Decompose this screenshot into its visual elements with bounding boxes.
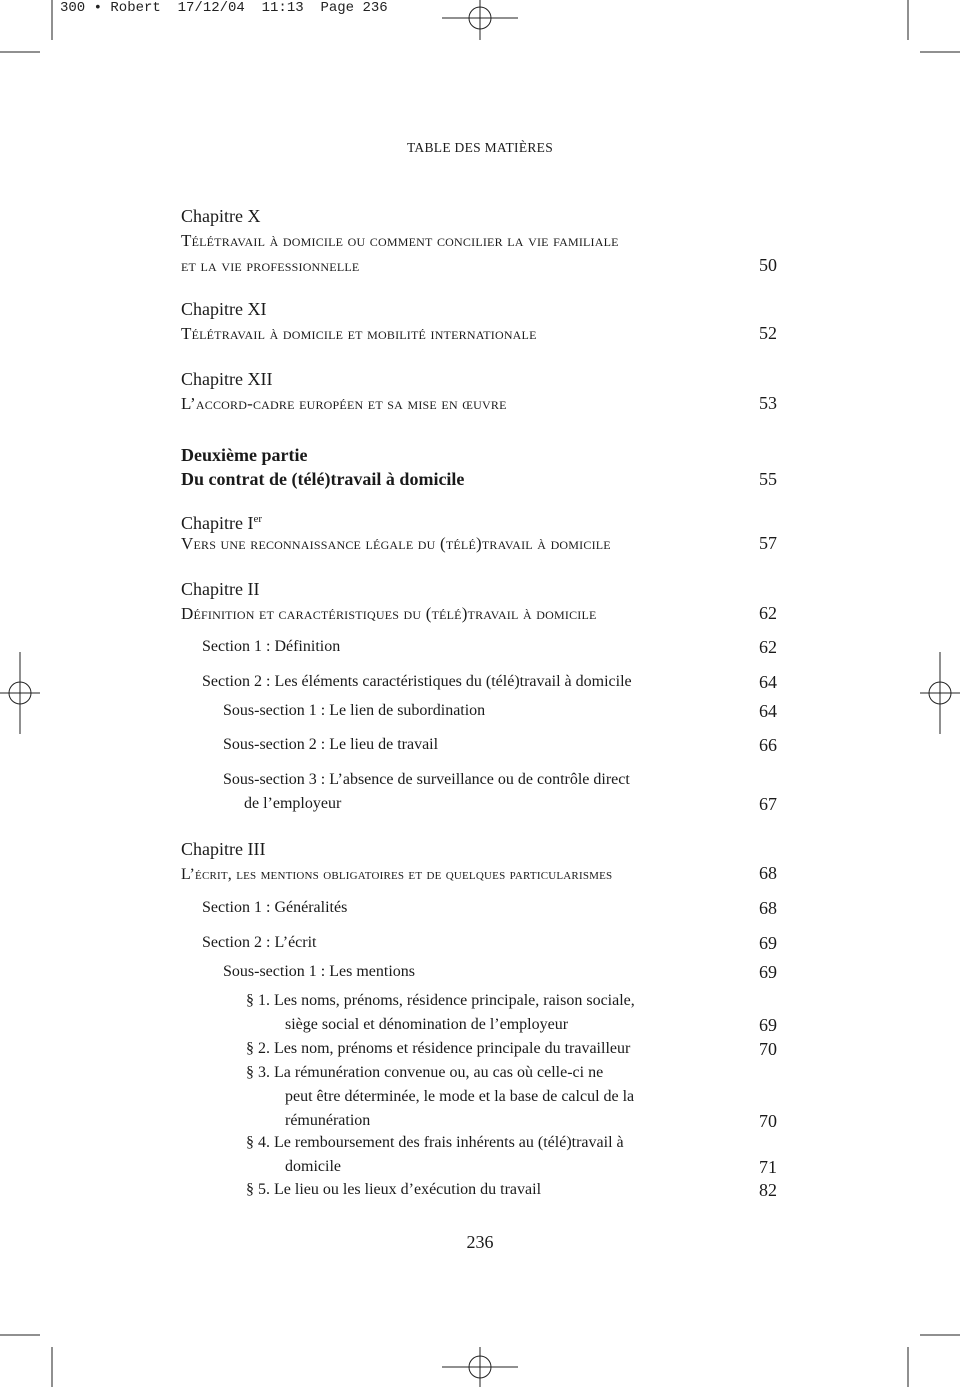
ch3-paragraph-5-text1: § 5. Le lieu ou les lieux d’exécution du travail — [246, 1181, 542, 1198]
ch2-subsection-3-line1 — [223, 768, 777, 792]
ch2-section-2-row — [202, 670, 777, 694]
ch3-paragraph-3-text2: peut être déterminée, le mode et la base de calcul de la — [285, 1088, 635, 1105]
ch3-paragraph-2 — [246, 1037, 777, 1061]
ch3-paragraph-4 — [246, 1131, 777, 1179]
chapter-i-title-row — [181, 531, 777, 556]
ch3-paragraph-5-page: 82 — [759, 1180, 777, 1200]
chapter-x-title-text2: et la vie professionnelle — [181, 256, 360, 275]
chapter-i-label-sup: er — [253, 513, 263, 525]
chapter-x-title-line2 — [181, 253, 777, 278]
ch3-paragraph-3-text1: § 3. La rémunération convenue ou, au cas où celle-ci ne — [246, 1064, 604, 1081]
ch2-section-1-row — [202, 635, 777, 659]
chapter-ii-page: 62 — [759, 603, 777, 623]
ch2-section-1-text: Section 1 : Définition — [202, 638, 341, 655]
chapter-ii-title-row — [181, 601, 777, 626]
ch3-paragraph-1-line2 — [246, 1013, 777, 1037]
chapter-iii-page: 68 — [759, 863, 777, 883]
ch2-subsection-1-row — [223, 699, 777, 723]
ch3-section-2-text: Section 2 : L’écrit — [202, 934, 317, 951]
ch3-paragraph-4-page: 71 — [759, 1157, 777, 1177]
chapter-x-title-text1: Télétravail à domicile ou comment concilier la vie familiale — [181, 231, 619, 250]
ch2-subsection-3-line2 — [223, 792, 777, 816]
ch3-subsection-1-row — [223, 960, 777, 984]
chapter-i-label-text: Chapitre I — [181, 513, 254, 533]
ch2-subsection-1-page: 64 — [759, 701, 777, 721]
page-number: 236 — [466, 1232, 494, 1252]
ch3-subsection-1-page: 69 — [759, 962, 777, 982]
chapter-i-page: 57 — [759, 533, 777, 553]
ch3-subsection-1-text: Sous-section 1 : Les mentions — [223, 963, 415, 980]
chapter-xii-title: L’accord-cadre européen et sa mise en œuvre — [181, 394, 507, 413]
chapter-ii-title: Définition et caractéristiques du (télé)travail à domicile — [181, 604, 597, 623]
printer-slug: 300 • Robert 17/12/04 11:13 Page 236 — [60, 0, 388, 16]
chapter-xii-page: 53 — [759, 393, 777, 413]
ch3-paragraph-5 — [246, 1178, 777, 1202]
chapter-iii-label: Chapitre III — [181, 839, 266, 859]
ch3-paragraph-4-text2: domicile — [285, 1158, 341, 1175]
ch3-paragraph-2-page: 70 — [759, 1039, 777, 1059]
chapter-iii-title: L’écrit, les mentions obligatoires et de quelques particularismes — [181, 866, 613, 883]
chapter-xi-label: Chapitre XI — [181, 299, 267, 319]
chapter-x-label: Chapitre X — [181, 206, 261, 226]
part-two-page: 55 — [759, 469, 777, 489]
ch2-subsection-3-text1: Sous-section 3 : L’absence de surveillance ou de contrôle direct — [223, 771, 630, 788]
ch3-section-1-page: 68 — [759, 898, 777, 918]
chapter-x-title-line1 — [181, 229, 777, 253]
running-head: TABLE DES MATIÈRES — [406, 140, 554, 155]
ch3-paragraph-4-line2 — [246, 1155, 777, 1179]
ch2-section-2-text: Section 2 : Les éléments caractéristiques du (télé)travail à domicile — [202, 673, 632, 690]
ch3-paragraph-1-line1 — [246, 989, 777, 1013]
chapter-xi-page: 52 — [759, 323, 777, 343]
ch3-paragraph-3-page: 70 — [759, 1111, 777, 1131]
ch3-paragraph-3 — [246, 1061, 777, 1133]
ch2-subsection-2-page: 66 — [759, 735, 777, 755]
ch3-paragraph-1-page: 69 — [759, 1015, 777, 1035]
ch2-subsection-1-text: Sous-section 1 : Le lien de subordination — [223, 702, 486, 719]
ch2-section-2-page: 64 — [759, 672, 777, 692]
ch2-subsection-2-text: Sous-section 2 : Le lieu de travail — [223, 736, 439, 753]
ch3-section-2-row — [202, 931, 777, 955]
ch2-subsection-2-row — [223, 733, 777, 757]
chapter-ii-label: Chapitre II — [181, 579, 260, 599]
chapter-iii-title-row — [181, 861, 777, 887]
chapter-i-title: Vers une reconnaissance légale du (télé)travail à domicile — [181, 534, 611, 553]
part-two-title-row — [181, 467, 777, 491]
ch3-paragraph-3-line2 — [246, 1085, 777, 1109]
part-two-label: Deuxième partie — [181, 445, 308, 465]
chapter-x-page: 50 — [759, 255, 777, 275]
ch3-paragraph-1-text1: § 1. Les noms, prénoms, résidence principale, raison sociale, — [246, 992, 635, 1009]
ch3-section-1-row — [202, 896, 777, 920]
ch2-section-1-page: 62 — [759, 637, 777, 657]
part-two-title: Du contrat de (télé)travail à domicile — [181, 469, 465, 489]
ch3-section-1-text: Section 1 : Généralités — [202, 899, 348, 916]
chapter-xii-label: Chapitre XII — [181, 369, 273, 389]
ch3-paragraph-2-text1: § 2. Les nom, prénoms et résidence principale du travailleur — [246, 1040, 631, 1057]
ch2-subsection-3-page: 67 — [759, 794, 777, 814]
ch3-paragraph-3-line1 — [246, 1061, 777, 1085]
ch3-paragraph-3-text3: rémunération — [285, 1112, 371, 1129]
ch3-section-2-page: 69 — [759, 933, 777, 953]
ch2-subsection-3-text2: de l’employeur — [244, 795, 342, 812]
ch3-paragraph-4-line1 — [246, 1131, 777, 1155]
ch3-paragraph-5-line1 — [246, 1178, 777, 1202]
ch3-paragraph-3-line3 — [246, 1109, 777, 1133]
ch3-paragraph-2-line1 — [246, 1037, 777, 1061]
ch3-paragraph-1 — [246, 989, 777, 1037]
chapter-xii-title-row — [181, 391, 777, 416]
ch3-paragraph-4-text1: § 4. Le remboursement des frais inhérents au (télé)travail à — [246, 1134, 624, 1151]
ch3-paragraph-1-text2: siège social et dénomination de l’employeur — [285, 1016, 569, 1033]
chapter-xi-title: Télétravail à domicile et mobilité internationale — [181, 324, 537, 343]
chapter-xi-title-row — [181, 321, 777, 346]
